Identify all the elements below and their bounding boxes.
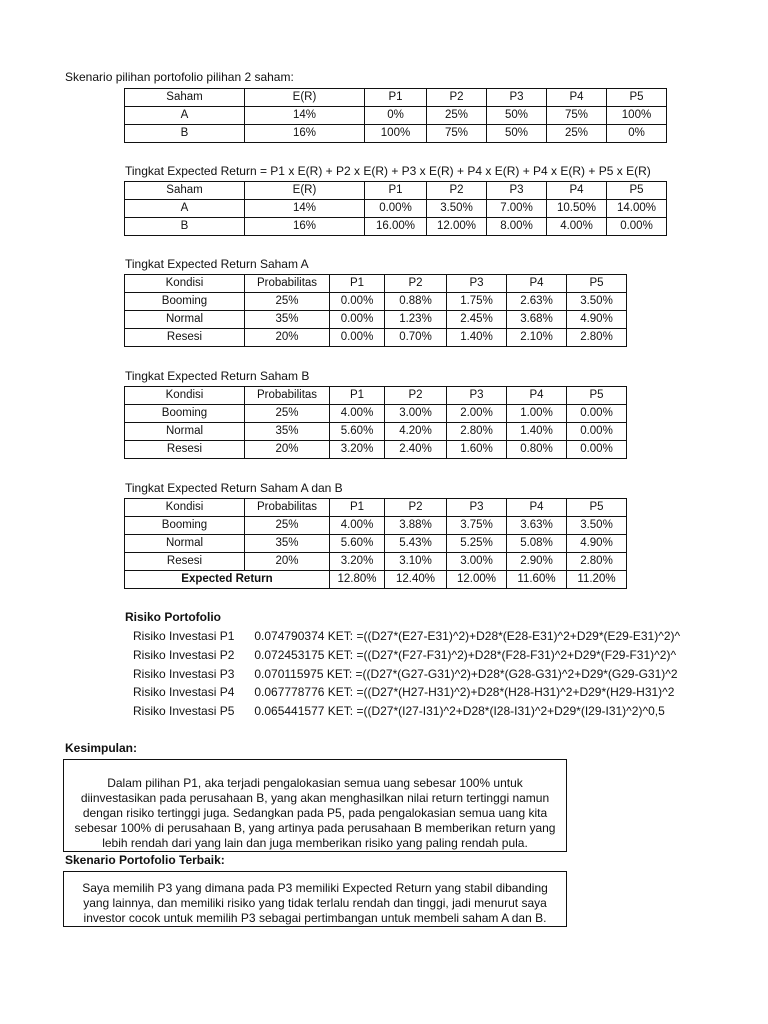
table-row: [125, 200, 667, 218]
table-cell: P4: [547, 182, 607, 200]
table-cell: 25%: [245, 517, 330, 535]
table-cell: P4: [547, 89, 607, 107]
risk-formula: KET: =((D27*(G27-G31)^2)+D28*(G28-G31)^2+D29*(G29-G31)^2: [326, 667, 678, 681]
table-cell: 1.40%: [447, 329, 507, 347]
expected-return-table: [124, 181, 667, 236]
risk-formula: KET: =((D27*(H27-H31)^2)+D28*(H28-H31)^2+D29*(H29-H31)^2: [327, 685, 675, 699]
table-cell: 25%: [427, 107, 487, 125]
table-cell: 0.00%: [567, 441, 627, 459]
total-value: 12.00%: [447, 571, 507, 589]
table-cell: P2: [427, 182, 487, 200]
table-cell: E(R): [245, 89, 365, 107]
table-cell: P3: [487, 182, 547, 200]
risk-label: Risiko Investasi P1: [133, 629, 235, 643]
table-cell: 20%: [245, 441, 330, 459]
risk-title: Risiko Portofolio: [125, 610, 221, 624]
table-cell: P3: [447, 387, 507, 405]
risk-row-p3: [133, 667, 768, 681]
table-header-row: [125, 387, 627, 405]
table-cell: 16%: [245, 218, 365, 236]
table-cell: 3.20%: [330, 441, 385, 459]
table-row: [125, 329, 627, 347]
table-cell: 3.50%: [427, 200, 487, 218]
table-cell: 0.00%: [330, 311, 385, 329]
table-cell: 35%: [245, 423, 330, 441]
table-row: [125, 293, 627, 311]
table-cell: 50%: [487, 107, 547, 125]
risk-value: 0.065441577: [254, 704, 325, 718]
table-cell: P4: [507, 499, 567, 517]
table-row: [125, 125, 667, 143]
table-cell: 5.60%: [330, 423, 385, 441]
table-cell: 20%: [245, 553, 330, 571]
table-cell: 100%: [365, 125, 427, 143]
risk-row-p1: [133, 629, 768, 643]
table-cell: 1.00%: [507, 405, 567, 423]
section2-title: Tingkat Expected Return = P1 x E(R) + P2 x E(R) + P3 x E(R) + P4 x E(R) + P4 x E(R) + P5 x E(R): [125, 164, 651, 178]
section1-title: Skenario pilihan portofolio pilihan 2 saham:: [65, 70, 294, 84]
table-cell: P5: [607, 182, 667, 200]
table-cell: 3.88%: [385, 517, 447, 535]
table-cell: 1.23%: [385, 311, 447, 329]
section4-title: Tingkat Expected Return Saham B: [125, 369, 310, 383]
total-value: 12.40%: [385, 571, 447, 589]
table-cell: 25%: [245, 405, 330, 423]
table-cell: 5.43%: [385, 535, 447, 553]
table-header-row: [125, 499, 627, 517]
table-cell: 5.60%: [330, 535, 385, 553]
table-row: [125, 405, 627, 423]
table-cell: P1: [365, 89, 427, 107]
table-cell: 14.00%: [607, 200, 667, 218]
total-value: 11.20%: [567, 571, 627, 589]
kesimpulan-title: Kesimpulan:: [65, 741, 138, 755]
table-cell: Booming: [125, 517, 245, 535]
section5-title: Tingkat Expected Return Saham A dan B: [125, 481, 343, 495]
table-cell: 0.00%: [365, 200, 427, 218]
table-cell: 10.50%: [547, 200, 607, 218]
table-row: [125, 553, 627, 571]
table-row: [125, 423, 627, 441]
table-cell: P4: [507, 275, 567, 293]
terbaik-title: Skenario Portofolio Terbaik:: [65, 853, 225, 867]
table-cell: Resesi: [125, 441, 245, 459]
table-cell: P2: [385, 275, 447, 293]
table-cell: 2.40%: [385, 441, 447, 459]
table-cell: 35%: [245, 311, 330, 329]
table-cell: Booming: [125, 405, 245, 423]
table-row: [125, 517, 627, 535]
table-cell: 4.00%: [547, 218, 607, 236]
table-cell: Saham: [125, 89, 245, 107]
risk-label: Risiko Investasi P4: [133, 685, 235, 699]
table-cell: B: [125, 125, 245, 143]
table-cell: Probabilitas: [245, 499, 330, 517]
table-cell: Resesi: [125, 553, 245, 571]
kesimpulan-box: Dalam pilihan P1, aka terjadi pengalokasian semua uang sebesar 100% untuk diinvestasikan pada perusahaan B, yang akan menghasilkan nilai return tertinggi namun dengan risiko tertinggi juga. Sedangkan pada P5, pada pengalokasian semua uang kita sebesar 100% di perusahaan B, yang artinya pada perusahaan B memberikan return yang lebih rendah dari yang lain dan juga memberikan risiko yang paling rendah pula.: [63, 759, 567, 852]
table-cell: 14%: [245, 200, 365, 218]
table-cell: P1: [330, 275, 385, 293]
risk-value: 0.070115975: [254, 667, 324, 681]
table-cell: P5: [607, 89, 667, 107]
table-cell: 0%: [607, 125, 667, 143]
table-cell: Probabilitas: [245, 387, 330, 405]
table-cell: 7.00%: [487, 200, 547, 218]
table-cell: A: [125, 107, 245, 125]
table-cell: P4: [507, 387, 567, 405]
table-cell: P2: [427, 89, 487, 107]
table-cell: 2.10%: [507, 329, 567, 347]
table-cell: 2.63%: [507, 293, 567, 311]
table-cell: 3.68%: [507, 311, 567, 329]
risk-value: 0.074790374: [254, 629, 325, 643]
risk-label: Risiko Investasi P5: [133, 704, 235, 718]
table-row: [125, 441, 627, 459]
table-cell: 3.63%: [507, 517, 567, 535]
total-value: 12.80%: [330, 571, 385, 589]
table-cell: 25%: [245, 293, 330, 311]
table-cell: 16.00%: [365, 218, 427, 236]
table-cell: 50%: [487, 125, 547, 143]
table-cell: Saham: [125, 182, 245, 200]
table-cell: Kondisi: [125, 499, 245, 517]
table-cell: P2: [385, 499, 447, 517]
table-cell: 2.00%: [447, 405, 507, 423]
table-cell: 8.00%: [487, 218, 547, 236]
table-cell: Normal: [125, 311, 245, 329]
table-cell: 2.80%: [567, 553, 627, 571]
table-cell: Kondisi: [125, 387, 245, 405]
table-header-row: [125, 89, 667, 107]
table-cell: 0.00%: [330, 293, 385, 311]
table-cell: 5.25%: [447, 535, 507, 553]
scenario-table: [124, 88, 667, 143]
risk-formula: KET: =((D27*(I27-I31)^2+D28*(I28-I31)^2+D29*(I29-I31)^2)^0,5: [327, 704, 665, 718]
table-cell: Normal: [125, 535, 245, 553]
table-cell: Booming: [125, 293, 245, 311]
table-cell: B: [125, 218, 245, 236]
saham-b-table: [124, 386, 627, 459]
table-cell: 3.50%: [567, 517, 627, 535]
table-cell: 0.88%: [385, 293, 447, 311]
table-cell: 100%: [607, 107, 667, 125]
table-cell: 4.00%: [330, 517, 385, 535]
table-row: [125, 535, 627, 553]
table-cell: 3.00%: [385, 405, 447, 423]
table-cell: 0.00%: [567, 405, 627, 423]
risk-value: 0.072453175: [254, 648, 325, 662]
total-value: 11.60%: [507, 571, 567, 589]
table-cell: 0.00%: [567, 423, 627, 441]
table-cell: 4.20%: [385, 423, 447, 441]
table-cell: A: [125, 200, 245, 218]
table-row: [125, 311, 627, 329]
risk-label: Risiko Investasi P3: [133, 667, 235, 681]
total-label: Expected Return: [125, 571, 330, 589]
table-cell: 16%: [245, 125, 365, 143]
table-cell: 0.00%: [330, 329, 385, 347]
table-cell: P5: [567, 499, 627, 517]
table-cell: 35%: [245, 535, 330, 553]
table-cell: 25%: [547, 125, 607, 143]
table-cell: 12.00%: [427, 218, 487, 236]
risk-row-p2: [133, 648, 768, 662]
table-cell: Normal: [125, 423, 245, 441]
table-cell: 75%: [547, 107, 607, 125]
table-cell: 0.70%: [385, 329, 447, 347]
table-cell: 4.90%: [567, 311, 627, 329]
saham-ab-table: [124, 498, 627, 589]
table-cell: 3.00%: [447, 553, 507, 571]
table-cell: P2: [385, 387, 447, 405]
table-cell: 1.60%: [447, 441, 507, 459]
table-cell: 0.00%: [607, 218, 667, 236]
table-header-row: [125, 275, 627, 293]
table-cell: E(R): [245, 182, 365, 200]
table-header-row: [125, 182, 667, 200]
risk-formula: KET: =((D27*(E27-E31)^2)+D28*(E28-E31)^2+D29*(E29-E31)^2)^: [327, 629, 681, 643]
table-cell: 2.80%: [567, 329, 627, 347]
table-cell: P5: [567, 275, 627, 293]
table-cell: 3.75%: [447, 517, 507, 535]
section3-title: Tingkat Expected Return Saham A: [125, 257, 309, 271]
table-cell: 75%: [427, 125, 487, 143]
table-cell: P5: [567, 387, 627, 405]
table-cell: 1.75%: [447, 293, 507, 311]
table-cell: 3.20%: [330, 553, 385, 571]
table-cell: 0.80%: [507, 441, 567, 459]
table-cell: Probabilitas: [245, 275, 330, 293]
table-cell: P1: [365, 182, 427, 200]
table-cell: P1: [330, 499, 385, 517]
table-cell: Kondisi: [125, 275, 245, 293]
risk-row-p5: [133, 704, 768, 718]
risk-formula: KET: =((D27*(F27-F31)^2)+D28*(F28-F31)^2+D29*(F29-F31)^2)^: [327, 648, 677, 662]
table-cell: P3: [447, 275, 507, 293]
table-cell: P3: [487, 89, 547, 107]
table-cell: 2.80%: [447, 423, 507, 441]
terbaik-box: Saya memilih P3 yang dimana pada P3 memiliki Expected Return yang stabil dibanding yang lainnya, dan memiliki risiko yang tidak terlalu rendah dan tinggi, jadi menurut saya investor cocok untuk memilih P3 sebagai pertimbangan untuk membeli saham A dan B.: [63, 871, 567, 927]
table-cell: 3.50%: [567, 293, 627, 311]
table-cell: 2.45%: [447, 311, 507, 329]
table-cell: 2.90%: [507, 553, 567, 571]
table-cell: 0%: [365, 107, 427, 125]
table-cell: 4.90%: [567, 535, 627, 553]
table-cell: 3.10%: [385, 553, 447, 571]
table-total-row: [125, 571, 627, 589]
risk-value: 0.067778776: [254, 685, 325, 699]
table-cell: 4.00%: [330, 405, 385, 423]
table-row: [125, 107, 667, 125]
table-cell: Resesi: [125, 329, 245, 347]
saham-a-table: [124, 274, 627, 347]
table-cell: 20%: [245, 329, 330, 347]
table-cell: 1.40%: [507, 423, 567, 441]
table-cell: 14%: [245, 107, 365, 125]
table-cell: 5.08%: [507, 535, 567, 553]
table-cell: P1: [330, 387, 385, 405]
table-row: [125, 218, 667, 236]
table-cell: P3: [447, 499, 507, 517]
risk-row-p4: [133, 685, 768, 699]
risk-label: Risiko Investasi P2: [133, 648, 235, 662]
